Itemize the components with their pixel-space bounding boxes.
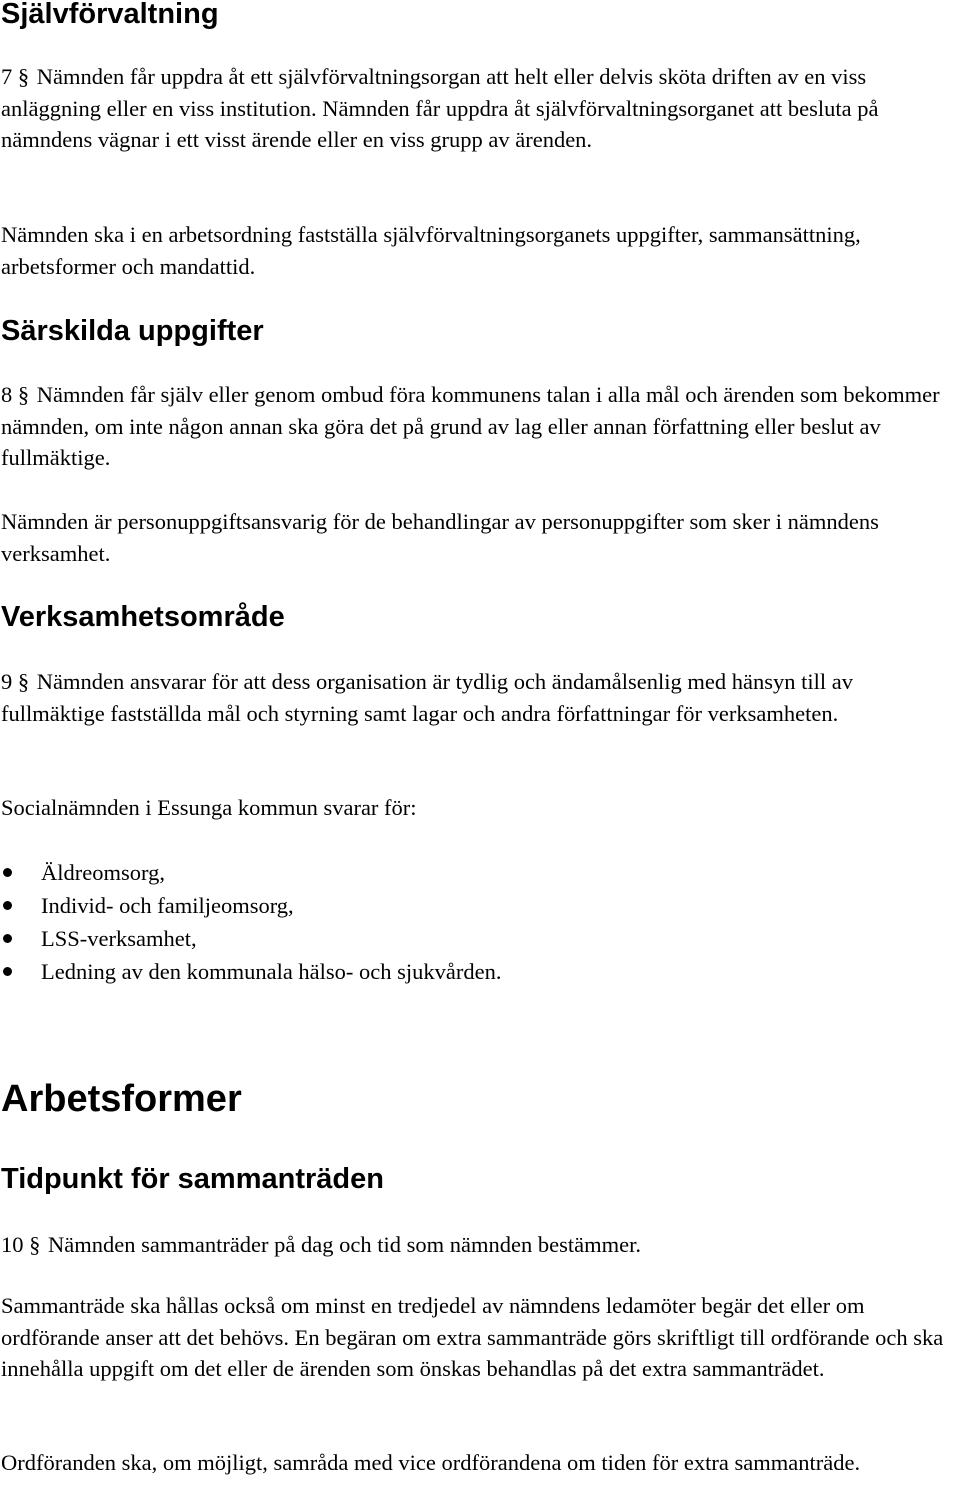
paragraph-text: Nämnden får uppdra åt ett självförvaltningsorgan att helt eller delvis sköta driften av en viss anläggning eller en viss institution. Nämnden får uppdra åt självförvaltningsorganet att besluta på nämndens vägnar i ett visst ärende eller en viss grupp av ärenden. bbox=[1, 64, 879, 152]
paragraph-socialnamnden: Socialnämnden i Essunga kommun svarar för: bbox=[1, 795, 417, 820]
paragraph-8 bbox=[1, 379, 957, 474]
paragraph-extra-sammantrade: Sammanträde ska hållas också om minst en tredjedel av nämndens ledamöter begär det eller om ordförande anser att det behövs. En begäran om extra sammanträde görs skriftligt till ordförande och ska innehålla uppgift om det eller de ärenden som önskas behandlas på det extra sammanträdet. bbox=[1, 1293, 944, 1381]
list-item bbox=[0, 922, 956, 955]
paragraph-arbetsordning: Nämnden ska i en arbetsordning fastställa självförvaltningsorganets uppgifter, sammansättning, arbetsformer och mandattid. bbox=[1, 222, 861, 279]
paragraph-number: 7 bbox=[1, 64, 13, 89]
bullet-icon bbox=[3, 934, 12, 943]
paragraph-samrad: Ordföranden ska, om möjligt, samråda med vice ordförandena om tiden för extra sammanträde. bbox=[1, 1450, 861, 1475]
section-sign: § bbox=[29, 1232, 41, 1257]
list-item-text: Äldreomsorg, bbox=[41, 860, 165, 885]
section-heading-verksamhetsomrade: Verksamhetsområde bbox=[1, 601, 285, 633]
section-heading-sarskilda-uppgifter: Särskilda uppgifter bbox=[1, 315, 264, 347]
paragraph-text: Nämnden får själv eller genom ombud föra kommunens talan i alla mål och ärenden som bekommer nämnden, om inte någon annan ska göra det på grund av lag eller annan författning eller beslut av fullmäktige. bbox=[1, 382, 940, 470]
list-item-text: Individ- och familjeomsorg, bbox=[41, 893, 294, 918]
paragraph-10 bbox=[1, 1229, 957, 1261]
list-item bbox=[0, 955, 956, 988]
section-sign: § bbox=[17, 382, 30, 407]
bullet-icon bbox=[3, 901, 12, 910]
list-item-text: LSS-verksamhet, bbox=[41, 926, 197, 951]
paragraph-text: Nämnden ansvarar för att dess organisation är tydlig och ändamålsenlig med hänsyn till av fullmäktige fastställda mål och styrning samt lagar och andra författningar för verksamheten. bbox=[1, 669, 853, 726]
paragraph-personuppgiftsansvar: Nämnden är personuppgiftsansvarig för de behandlingar av personuppgifter som sker i nämndens verksamhet. bbox=[1, 509, 879, 566]
chapter-heading-arbetsformer: Arbetsformer bbox=[1, 1078, 242, 1120]
paragraph-7 bbox=[1, 61, 957, 156]
list-item bbox=[0, 856, 956, 889]
section-sign: § bbox=[17, 669, 30, 694]
bullet-icon bbox=[3, 868, 12, 877]
paragraph-text: Nämnden sammanträder på dag och tid som nämnden bestämmer. bbox=[48, 1232, 641, 1257]
list-item-text: Ledning av den kommunala hälso- och sjukvården. bbox=[41, 959, 502, 984]
paragraph-number: 10 bbox=[1, 1232, 24, 1257]
section-sign: § bbox=[17, 64, 30, 89]
list-item bbox=[0, 889, 956, 922]
section-heading-tidpunkt: Tidpunkt för sammanträden bbox=[1, 1163, 384, 1195]
section-heading-sjalvforvaltning: Självförvaltning bbox=[1, 0, 219, 30]
responsibility-list bbox=[0, 856, 956, 988]
paragraph-9 bbox=[1, 666, 957, 729]
paragraph-number: 8 bbox=[1, 382, 13, 407]
bullet-icon bbox=[3, 967, 12, 976]
paragraph-number: 9 bbox=[1, 669, 13, 694]
